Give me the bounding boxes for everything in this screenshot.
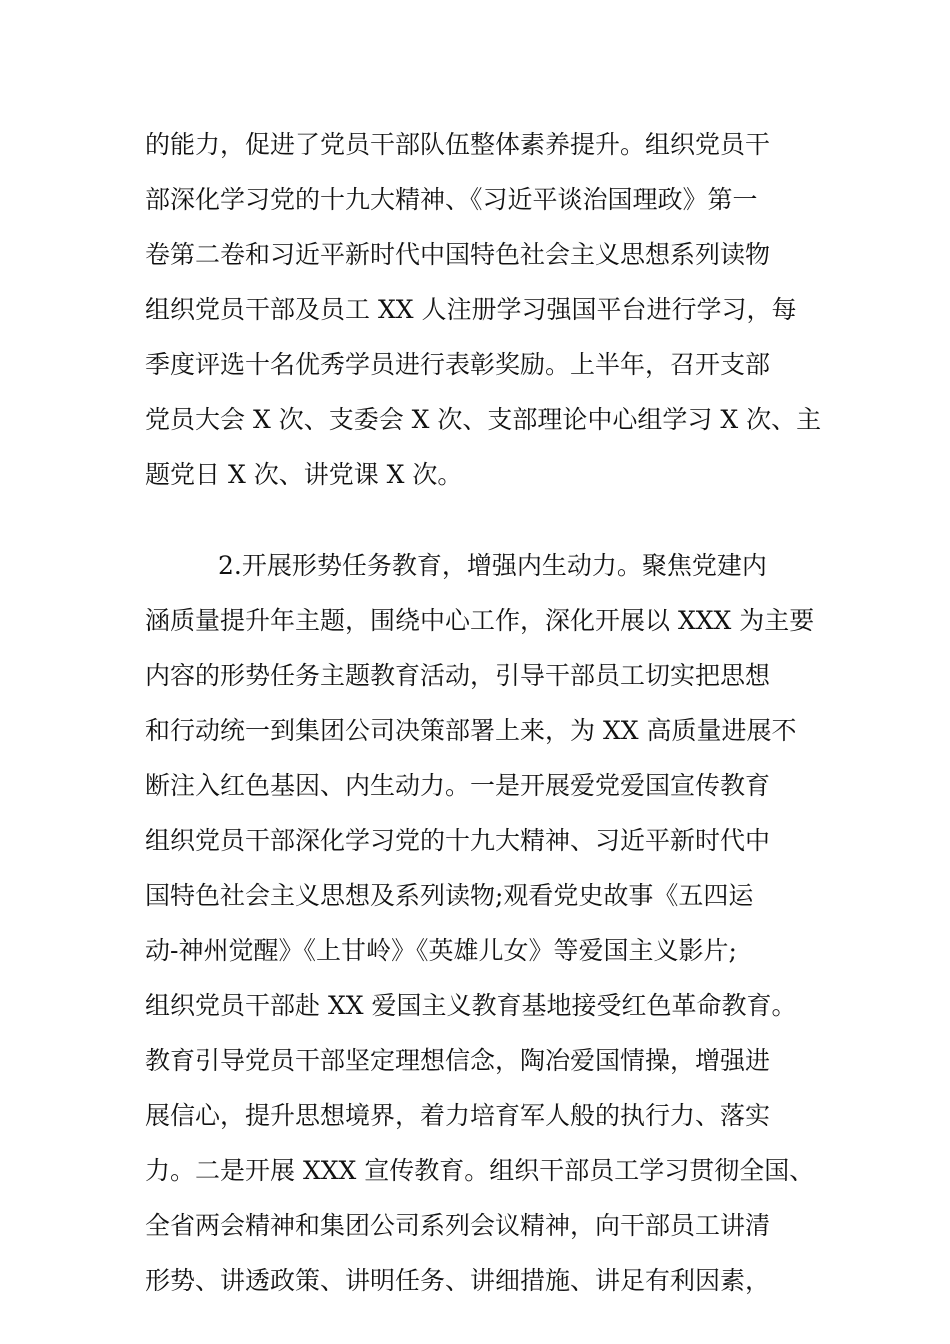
text-line-4: 组织党员干部及员工 XX 人注册学习强国平台进行学习，每	[145, 295, 797, 324]
text-line-14: 国特色社会主义思想及系列读物;观看党史故事《五四运	[145, 881, 754, 910]
text-line-5: 季度评选十名优秀学员进行表彰奖励。上半年，召开支部	[145, 350, 771, 379]
text-line-18: 展信心，提升思想境界，着力培育军人般的执行力、落实	[145, 1101, 771, 1130]
text-line-1: 的能力，促进了党员干部队伍整体素养提升。组织党员干	[145, 130, 771, 159]
text-line-8: 2.开展形势任务教育，增强内生动力。聚焦党建内	[218, 551, 767, 580]
text-line-17: 教育引导党员干部坚定理想信念，陶冶爱国情操，增强进	[145, 1046, 771, 1075]
text-line-16: 组织党员干部赴 XX 爱国主义教育基地接受红色革命教育。	[145, 991, 797, 1020]
text-line-6: 党员大会 X 次、支委会 X 次、支部理论中心组学习 X 次、主	[145, 405, 822, 434]
text-line-9: 涵质量提升年主题，围绕中心工作，深化开展以 XXX 为主要	[145, 606, 815, 635]
text-line-13: 组织党员干部深化学习党的十九大精神、习近平新时代中	[145, 826, 771, 855]
text-line-3: 卷第二卷和习近平新时代中国特色社会主义思想系列读物	[145, 240, 771, 269]
text-line-20: 全省两会精神和集团公司系列会议精神，向干部员工讲清	[145, 1211, 771, 1240]
text-line-11: 和行动统一到集团公司决策部署上来，为 XX 高质量进展不	[145, 716, 797, 745]
text-line-7: 题党日 X 次、讲党课 X 次。	[145, 460, 463, 489]
text-line-15: 动-神州觉醒》《上甘岭》《英雄儿女》等爱国主义影片;	[145, 936, 737, 965]
text-line-10: 内容的形势任务主题教育活动，引导干部员工切实把思想	[145, 661, 771, 690]
text-line-2: 部深化学习党的十九大精神、《习近平谈治国理政》第一	[145, 185, 758, 214]
text-line-21: 形势、讲透政策、讲明任务、讲细措施、讲足有利因素，	[145, 1266, 771, 1295]
text-line-19: 力。二是开展 XXX 宣传教育。组织干部员工学习贯彻全国、	[145, 1156, 815, 1185]
text-line-12: 断注入红色基因、内生动力。一是开展爱党爱国宣传教育	[145, 771, 771, 800]
